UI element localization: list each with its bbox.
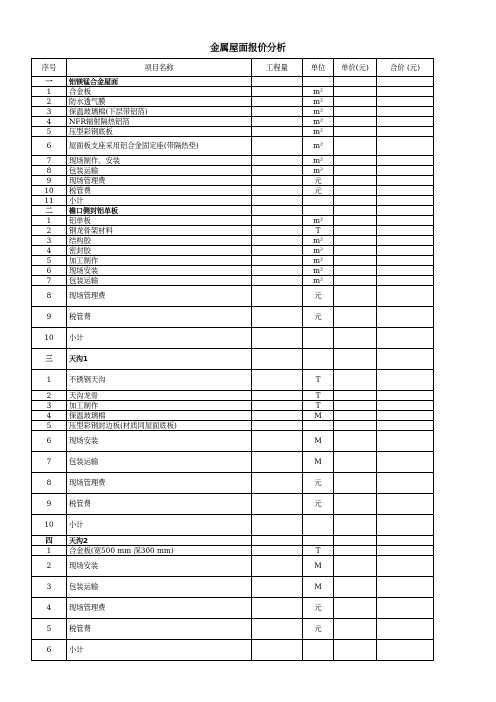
unit-price-cell xyxy=(334,166,377,176)
item-name: 檐口侧封铝单板 xyxy=(67,206,252,216)
total-price-cell xyxy=(377,619,434,640)
table-row xyxy=(32,515,434,536)
unit-price-cell xyxy=(334,577,377,598)
total-price-cell xyxy=(377,556,434,577)
row-number: 11 xyxy=(32,196,67,206)
table-row xyxy=(32,137,434,156)
unit-price-cell xyxy=(334,77,377,87)
item-name: 现场管理费 xyxy=(67,473,252,494)
unit-cell: m² xyxy=(303,156,334,166)
row-number: 7 xyxy=(32,276,67,286)
total-price-cell xyxy=(377,266,434,276)
unit-price-cell xyxy=(334,216,377,226)
unit-price-cell xyxy=(334,97,377,107)
quantity-cell xyxy=(252,216,303,226)
item-name: 现场管理费 xyxy=(67,176,252,186)
quantity-cell xyxy=(252,196,303,206)
row-number: 9 xyxy=(32,494,67,515)
unit-price-cell xyxy=(334,401,377,411)
item-name: 现场管理费 xyxy=(67,598,252,619)
item-name: 天沟1 xyxy=(67,349,252,370)
unit-cell: M xyxy=(303,431,334,452)
table-row xyxy=(32,401,434,411)
total-price-cell xyxy=(377,276,434,286)
item-name: 小计 xyxy=(67,640,252,661)
row-number: 8 xyxy=(32,166,67,176)
table-row xyxy=(32,391,434,401)
row-number: 2 xyxy=(32,391,67,401)
table-row xyxy=(32,546,434,556)
quantity-cell xyxy=(252,137,303,156)
quantity-cell xyxy=(252,166,303,176)
section-row xyxy=(32,536,434,546)
quantity-cell xyxy=(252,577,303,598)
table-row xyxy=(32,266,434,276)
unit-cell: M xyxy=(303,411,334,421)
item-name: 加工制作 xyxy=(67,256,252,266)
item-name: 包装运输 xyxy=(67,166,252,176)
total-price-cell xyxy=(377,196,434,206)
unit-cell: m² xyxy=(303,256,334,266)
row-number: 7 xyxy=(32,452,67,473)
total-price-cell xyxy=(377,286,434,307)
quantity-cell xyxy=(252,619,303,640)
unit-cell: m² xyxy=(303,87,334,97)
table-row xyxy=(32,370,434,391)
unit-price-cell xyxy=(334,536,377,546)
table-row xyxy=(32,226,434,236)
row-number: 一 xyxy=(32,77,67,87)
total-price-cell xyxy=(377,246,434,256)
unit-price-cell xyxy=(334,226,377,236)
item-name: 防水透气膜 xyxy=(67,97,252,107)
quantity-cell xyxy=(252,349,303,370)
table-row xyxy=(32,256,434,266)
row-number: 二 xyxy=(32,206,67,216)
item-name: 保温玻璃棉 xyxy=(67,411,252,421)
total-price-cell xyxy=(377,328,434,349)
unit-cell: 元 xyxy=(303,307,334,328)
table-row xyxy=(32,452,434,473)
total-price-cell xyxy=(377,640,434,661)
unit-cell: M xyxy=(303,452,334,473)
row-number: 2 xyxy=(32,556,67,577)
item-name: 税管费 xyxy=(67,494,252,515)
unit-cell: M xyxy=(303,556,334,577)
unit-price-cell xyxy=(334,494,377,515)
total-price-cell xyxy=(377,577,434,598)
item-name: 屋面板支座采用铝合金固定座(带隔热垫) xyxy=(67,137,252,156)
item-name: 钢龙骨架材料 xyxy=(67,226,252,236)
unit-price-cell xyxy=(334,546,377,556)
row-number: 10 xyxy=(32,186,67,196)
item-name: 不锈钢天沟 xyxy=(67,370,252,391)
quantity-cell xyxy=(252,256,303,266)
table-row xyxy=(32,598,434,619)
row-number: 5 xyxy=(32,421,67,431)
item-name: 铝镁锰合金屋面 xyxy=(67,77,252,87)
item-name: 现场制作、安装 xyxy=(67,156,252,166)
row-number: 10 xyxy=(32,328,67,349)
table-row xyxy=(32,87,434,97)
total-price-cell xyxy=(377,391,434,401)
unit-price-cell xyxy=(334,307,377,328)
quantity-cell xyxy=(252,598,303,619)
quantity-cell xyxy=(252,307,303,328)
item-name: 现场安装 xyxy=(67,431,252,452)
unit-price-cell xyxy=(334,349,377,370)
table-row xyxy=(32,577,434,598)
quantity-cell xyxy=(252,186,303,196)
quantity-cell xyxy=(252,226,303,236)
quote-table xyxy=(31,58,434,661)
item-name: 包装运输 xyxy=(67,276,252,286)
item-name: 现场安装 xyxy=(67,266,252,276)
row-number: 3 xyxy=(32,107,67,117)
total-price-cell xyxy=(377,431,434,452)
total-price-cell xyxy=(377,307,434,328)
unit-cell: m² xyxy=(303,137,334,156)
unit-cell: m² xyxy=(303,266,334,276)
total-price-cell xyxy=(377,370,434,391)
row-number: 7 xyxy=(32,156,67,166)
row-number: 6 xyxy=(32,640,67,661)
unit-cell: m² xyxy=(303,276,334,286)
unit-cell: m² xyxy=(303,216,334,226)
table-row xyxy=(32,473,434,494)
item-name: 税管费 xyxy=(67,307,252,328)
unit-cell: m² xyxy=(303,236,334,246)
total-price-cell xyxy=(377,256,434,266)
row-number: 6 xyxy=(32,266,67,276)
table-row xyxy=(32,246,434,256)
unit-price-cell xyxy=(334,473,377,494)
row-number: 4 xyxy=(32,117,67,127)
unit-cell: 元 xyxy=(303,186,334,196)
unit-cell xyxy=(303,349,334,370)
table-row xyxy=(32,276,434,286)
table-row xyxy=(32,196,434,206)
row-number: 8 xyxy=(32,286,67,307)
sheet-title: 金属屋面报价分析 xyxy=(209,43,286,54)
table-row xyxy=(32,431,434,452)
row-number: 9 xyxy=(32,176,67,186)
unit-price-cell xyxy=(334,276,377,286)
unit-price-cell xyxy=(334,411,377,421)
item-name: 压型彩钢底板 xyxy=(67,127,252,137)
row-number: 3 xyxy=(32,577,67,598)
unit-price-cell xyxy=(334,176,377,186)
item-name: 包装运输 xyxy=(67,577,252,598)
quantity-cell xyxy=(252,431,303,452)
unit-cell: 元 xyxy=(303,286,334,307)
unit-price-cell xyxy=(334,619,377,640)
quantity-cell xyxy=(252,107,303,117)
quantity-cell xyxy=(252,87,303,97)
total-price-cell xyxy=(377,546,434,556)
total-price-cell xyxy=(377,515,434,536)
row-number: 5 xyxy=(32,256,67,266)
item-name: 小计 xyxy=(67,196,252,206)
quantity-cell xyxy=(252,391,303,401)
row-number: 3 xyxy=(32,236,67,246)
unit-cell xyxy=(303,196,334,206)
quantity-cell xyxy=(252,546,303,556)
quantity-cell xyxy=(252,276,303,286)
total-price-cell xyxy=(377,598,434,619)
unit-cell: M xyxy=(303,577,334,598)
unit-price-cell xyxy=(334,256,377,266)
unit-cell: T xyxy=(303,391,334,401)
unit-cell: m² xyxy=(303,127,334,137)
quantity-cell xyxy=(252,401,303,411)
unit-cell: m² xyxy=(303,107,334,117)
row-number: 3 xyxy=(32,401,67,411)
table-row xyxy=(32,236,434,246)
item-name: 税管费 xyxy=(67,619,252,640)
unit-cell: 元 xyxy=(303,176,334,186)
total-price-cell xyxy=(377,401,434,411)
unit-cell xyxy=(303,77,334,87)
table-row xyxy=(32,186,434,196)
table-row xyxy=(32,556,434,577)
header-no: 序号 xyxy=(32,59,67,77)
quantity-cell xyxy=(252,246,303,256)
quantity-cell xyxy=(252,421,303,431)
quantity-cell xyxy=(252,117,303,127)
item-name: 结构胶 xyxy=(67,236,252,246)
unit-price-cell xyxy=(334,391,377,401)
row-number: 1 xyxy=(32,370,67,391)
total-price-cell xyxy=(377,87,434,97)
table-row xyxy=(32,328,434,349)
header-row xyxy=(32,59,434,77)
table-row xyxy=(32,127,434,137)
total-price-cell xyxy=(377,127,434,137)
quantity-cell xyxy=(252,77,303,87)
row-number: 4 xyxy=(32,411,67,421)
quantity-cell xyxy=(252,452,303,473)
table-row xyxy=(32,107,434,117)
unit-price-cell xyxy=(334,117,377,127)
unit-price-cell xyxy=(334,87,377,97)
row-number: 5 xyxy=(32,619,67,640)
unit-cell xyxy=(303,328,334,349)
quantity-cell xyxy=(252,411,303,421)
header-unit: 单位 xyxy=(303,59,334,77)
table-row xyxy=(32,156,434,166)
total-price-cell xyxy=(377,77,434,87)
quantity-cell xyxy=(252,286,303,307)
row-number: 1 xyxy=(32,216,67,226)
unit-price-cell xyxy=(334,328,377,349)
row-number: 5 xyxy=(32,127,67,137)
item-name: 加工制作 xyxy=(67,401,252,411)
table-row xyxy=(32,117,434,127)
unit-cell: m² xyxy=(303,97,334,107)
quantity-cell xyxy=(252,640,303,661)
total-price-cell xyxy=(377,186,434,196)
total-price-cell xyxy=(377,411,434,421)
unit-price-cell xyxy=(334,266,377,276)
unit-cell: T xyxy=(303,546,334,556)
unit-cell: T xyxy=(303,370,334,391)
row-number: 9 xyxy=(32,307,67,328)
row-number: 4 xyxy=(32,246,67,256)
total-price-cell xyxy=(377,226,434,236)
total-price-cell xyxy=(377,117,434,127)
header-price: 单价(元) xyxy=(334,59,377,77)
unit-price-cell xyxy=(334,640,377,661)
quantity-cell xyxy=(252,176,303,186)
table-row xyxy=(32,421,434,431)
row-number: 6 xyxy=(32,137,67,156)
quantity-cell xyxy=(252,127,303,137)
row-number: 1 xyxy=(32,87,67,97)
row-number: 三 xyxy=(32,349,67,370)
unit-cell: 元 xyxy=(303,473,334,494)
quantity-cell xyxy=(252,97,303,107)
total-price-cell xyxy=(377,107,434,117)
section-row xyxy=(32,349,434,370)
total-price-cell xyxy=(377,494,434,515)
item-name: 天沟2 xyxy=(67,536,252,546)
quantity-cell xyxy=(252,156,303,166)
total-price-cell xyxy=(377,236,434,246)
unit-price-cell xyxy=(334,156,377,166)
unit-cell: m² xyxy=(303,166,334,176)
item-name: 合金板 xyxy=(67,87,252,97)
total-price-cell xyxy=(377,473,434,494)
total-price-cell xyxy=(377,216,434,226)
item-name: 保温玻璃棉(下层带铝箔) xyxy=(67,107,252,117)
table-row xyxy=(32,619,434,640)
unit-cell: T xyxy=(303,226,334,236)
table-row xyxy=(32,286,434,307)
item-name: 铝单板 xyxy=(67,216,252,226)
unit-cell: T xyxy=(303,401,334,411)
total-price-cell xyxy=(377,421,434,431)
unit-price-cell xyxy=(334,127,377,137)
row-number: 2 xyxy=(32,226,67,236)
table-row xyxy=(32,640,434,661)
row-number: 10 xyxy=(32,515,67,536)
section-row xyxy=(32,77,434,87)
row-number: 8 xyxy=(32,473,67,494)
unit-cell: m² xyxy=(303,117,334,127)
table-row xyxy=(32,411,434,421)
unit-price-cell xyxy=(334,286,377,307)
quantity-cell xyxy=(252,473,303,494)
total-price-cell xyxy=(377,156,434,166)
unit-price-cell xyxy=(334,452,377,473)
unit-price-cell xyxy=(334,107,377,117)
item-name: NFR辐射隔热铝箔 xyxy=(67,117,252,127)
item-name: 压型彩钢封边板(材质同屋面底板) xyxy=(67,421,252,431)
item-name: 合金板(宽500 mm 深300 mm) xyxy=(67,546,252,556)
unit-price-cell xyxy=(334,196,377,206)
unit-price-cell xyxy=(334,186,377,196)
quantity-cell xyxy=(252,536,303,546)
item-name: 包装运输 xyxy=(67,452,252,473)
total-price-cell xyxy=(377,176,434,186)
unit-cell xyxy=(303,640,334,661)
row-number: 1 xyxy=(32,546,67,556)
unit-price-cell xyxy=(334,556,377,577)
unit-price-cell xyxy=(334,206,377,216)
table-row xyxy=(32,176,434,186)
unit-cell xyxy=(303,536,334,546)
unit-price-cell xyxy=(334,598,377,619)
unit-cell: 元 xyxy=(303,619,334,640)
total-price-cell xyxy=(377,206,434,216)
unit-cell xyxy=(303,515,334,536)
unit-cell: m² xyxy=(303,246,334,256)
row-number: 6 xyxy=(32,431,67,452)
header-name: 项目名称 xyxy=(67,59,252,77)
total-price-cell xyxy=(377,452,434,473)
unit-cell: 元 xyxy=(303,598,334,619)
unit-cell: 元 xyxy=(303,494,334,515)
item-name: 税管费 xyxy=(67,186,252,196)
section-row xyxy=(32,206,434,216)
quantity-cell xyxy=(252,236,303,246)
quantity-cell xyxy=(252,328,303,349)
row-number: 4 xyxy=(32,598,67,619)
unit-price-cell xyxy=(334,515,377,536)
unit-cell xyxy=(303,421,334,431)
item-name: 现场安装 xyxy=(67,556,252,577)
quantity-cell xyxy=(252,206,303,216)
unit-cell xyxy=(303,206,334,216)
table-row xyxy=(32,307,434,328)
unit-price-cell xyxy=(334,421,377,431)
quantity-cell xyxy=(252,370,303,391)
table-row xyxy=(32,216,434,226)
total-price-cell xyxy=(377,349,434,370)
total-price-cell xyxy=(377,536,434,546)
unit-price-cell xyxy=(334,431,377,452)
item-name: 现场管理费 xyxy=(67,286,252,307)
table-row xyxy=(32,97,434,107)
total-price-cell xyxy=(377,97,434,107)
row-number: 2 xyxy=(32,97,67,107)
quantity-cell xyxy=(252,515,303,536)
item-name: 小计 xyxy=(67,328,252,349)
unit-price-cell xyxy=(334,236,377,246)
total-price-cell xyxy=(377,137,434,156)
row-number: 四 xyxy=(32,536,67,546)
unit-price-cell xyxy=(334,370,377,391)
table-row xyxy=(32,494,434,515)
header-qty: 工程量 xyxy=(252,59,303,77)
unit-price-cell xyxy=(334,246,377,256)
item-name: 密封胶 xyxy=(67,246,252,256)
table-row xyxy=(32,166,434,176)
quantity-cell xyxy=(252,494,303,515)
total-price-cell xyxy=(377,166,434,176)
quantity-cell xyxy=(252,556,303,577)
unit-price-cell xyxy=(334,137,377,156)
header-total: 合价 (元) xyxy=(377,59,434,77)
item-name: 小计 xyxy=(67,515,252,536)
quantity-cell xyxy=(252,266,303,276)
item-name: 天沟龙骨 xyxy=(67,391,252,401)
